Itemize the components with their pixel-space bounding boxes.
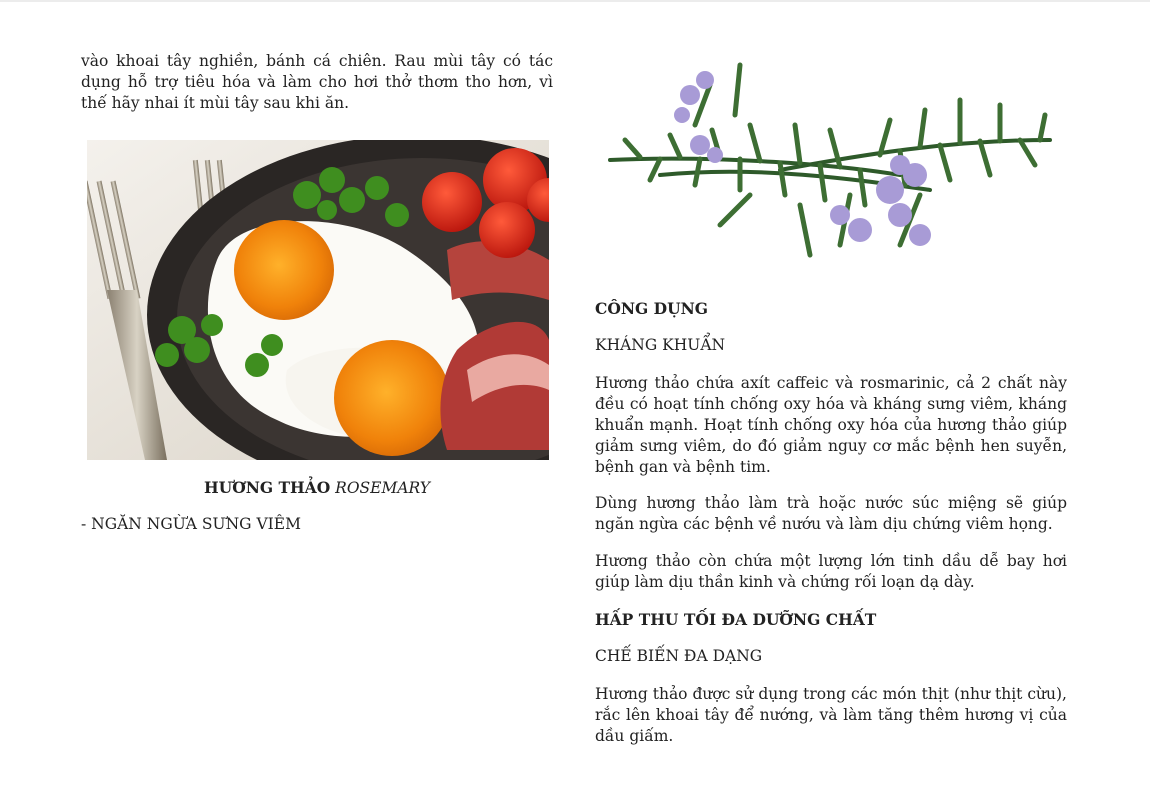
subheading-block-2 (595, 646, 1067, 667)
page-top-border (0, 0, 1150, 2)
subheading-antibacterial: KHÁNG KHUẨN (595, 336, 726, 354)
herb-caption (81, 478, 553, 497)
section-uses (595, 298, 1067, 319)
paragraph-block-1 (595, 373, 1067, 478)
subheading-block-1 (595, 335, 1067, 356)
paragraph-block-3 (595, 551, 1067, 593)
paragraph-cooking-uses: Hương thảo được sử dụng trong các món thịt (như thịt cừu), rắc lên khoai tây để nướng, và làm tăng thêm hương vị của dầu giấm. (595, 685, 1067, 745)
paragraph-block-4 (595, 684, 1067, 747)
rosemary-photo (600, 45, 1060, 275)
heading-absorption: HẤP THU TỐI ĐA DƯỠNG CHẤT (595, 610, 877, 629)
subheading-versatile: CHẾ BIẾN ĐA DẠNG (595, 647, 763, 665)
benefit-bullet: - NGĂN NGỪA SƯNG VIÊM (81, 515, 301, 533)
herb-name-vietnamese: HƯƠNG THẢO (204, 478, 331, 497)
fried-eggs-photo (87, 140, 549, 460)
intro-paragraph: vào khoai tây nghiền, bánh cá chiên. Rau mùi tây có tác dụng hỗ trợ tiêu hóa và làm cho hơi thở thơm tho hơn, vì thế hãy nhai ít mùi tây sau khi ăn. (81, 52, 553, 112)
herb-name-english: ROSEMARY (335, 479, 430, 497)
paragraph-oral-health: Dùng hương thảo làm trà hoặc nước súc miệng sẽ giúp ngăn ngừa các bệnh về nướu và làm dịu chứng viêm họng. (595, 494, 1067, 533)
heading-uses: CÔNG DỤNG (595, 299, 709, 318)
paragraph-essential-oil: Hương thảo còn chứa một lượng lớn tinh dầu dễ bay hơi giúp làm dịu thần kinh và chứng rối loạn dạ dày. (595, 552, 1067, 591)
paragraph-block-2 (595, 493, 1067, 535)
paragraph-antioxidant: Hương thảo chứa axít caffeic và rosmarinic, cả 2 chất này đều có hoạt tính chống oxy hóa và kháng sưng viêm, kháng khuẩn mạnh. Hoạt tính chống oxy hóa của hương thảo giúp giảm sưng viêm, do đó giảm nguy cơ mắc bệnh hen suyễn, bệnh gan và bệnh tim. (595, 374, 1067, 476)
section-absorption (595, 609, 1067, 630)
